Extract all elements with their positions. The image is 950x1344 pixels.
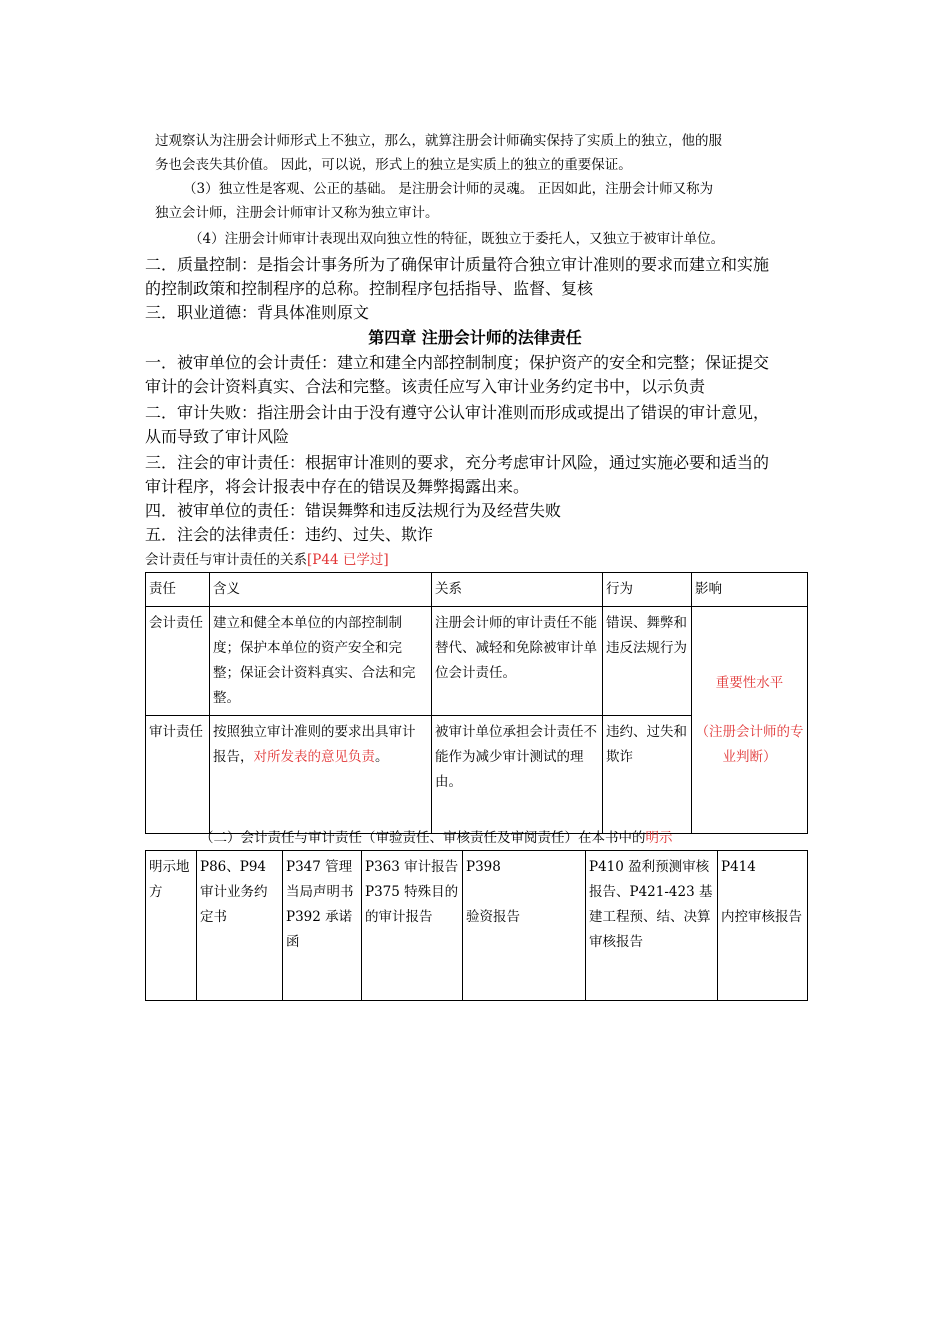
chapter-title: 第四章 注册会计师的法律责任 <box>368 328 582 347</box>
table2-caption-text: （二）会计责任与审计责任（审验责任、审核责任及审阅责任）在本书中的 <box>200 830 646 846</box>
table-cell: 错误、舞弊和违反法规行为 <box>603 607 692 716</box>
header-cell: 含义 <box>210 573 432 607</box>
influence-text: 重要性水平 <box>715 674 784 691</box>
influence-text: （注册会计师的专业判断） <box>695 723 804 765</box>
chapter-item: 五．注会的法律责任：违约、过失、欺诈 <box>145 525 434 544</box>
chapter-item: 三．注会的审计责任：根据审计准则的要求，充分考虑审计风险，通过实施必要和适当的 <box>145 453 770 472</box>
cell-text: 。 <box>375 749 389 765</box>
cell-text: P414 <box>721 859 756 875</box>
table1-caption-text: 会计责任与审计责任的关系 <box>145 552 307 568</box>
chapter-item: 四．被审单位的责任：错误舞弊和违反法规行为及经营失败 <box>145 501 562 520</box>
influence-cell <box>692 607 808 834</box>
table-cell: P410 盈利预测审核报告、P421-423 基建工程预、结、决算审核报告 <box>586 851 718 1001</box>
section-line: 三．职业道德：背具体准则原文 <box>145 303 370 322</box>
table1-caption <box>145 548 389 572</box>
header-cell: 责任 <box>146 573 210 607</box>
table-cell: P86、P94 审计业务约定书 <box>197 851 283 1001</box>
table-cell: P363 审计报告 P375 特殊目的的审计报告 <box>362 851 463 1001</box>
chapter-item: 审计程序，将会计报表中存在的错误及舞弊揭露出来。 <box>145 477 530 496</box>
table-cell <box>718 851 808 1001</box>
cell-text: 按照独立审计准则的要求出具审计报告， <box>213 724 416 765</box>
table-cell: 会计责任 <box>146 607 210 716</box>
paragraph-line: （3）独立性是客观、公正的基础。 是注册会计师的灵魂。 正因如此，注册会计师又称为 <box>183 181 714 197</box>
table-cell <box>463 851 586 1001</box>
table-cell: 明示地方 <box>146 851 197 1001</box>
chapter-item: 二．审计失败：指注册会计由于没有遵守公认审计准则而形成或提出了错误的审计意见， <box>145 403 770 422</box>
cell-text: 内控审核报告 <box>721 909 802 925</box>
section-line: 的控制政策和控制程序的总称。控制程序包括指导、监督、复核 <box>145 279 594 298</box>
table-cell: P347 管理当局声明书 P392 承诺函 <box>283 851 362 1001</box>
header-cell: 行为 <box>603 573 692 607</box>
table-cell: 注册会计师的审计责任不能替代、减轻和免除被审计单位会计责任。 <box>432 607 603 716</box>
cell-text: 验资报告 <box>466 909 520 925</box>
table-cell: 审计责任 <box>146 716 210 834</box>
table1-caption-note: [P44 已学过] <box>307 552 389 568</box>
paragraph-line: 过观察认为注册会计师形式上不独立，那么，就算注册会计师确实保持了实质上的独立，他的服 <box>155 133 722 149</box>
header-cell: 关系 <box>432 573 603 607</box>
paragraph-line: 独立会计师，注册会计师审计又称为独立审计。 <box>155 205 439 221</box>
table2-caption-note: 明示 <box>645 830 673 846</box>
responsibility-table <box>145 572 808 834</box>
section-line: 二．质量控制：是指会计事务所为了确保审计质量符合独立审计准则的要求而建立和实施 <box>145 255 770 274</box>
table-cell: 违约、过失和欺诈 <box>603 716 692 834</box>
table-cell: 被审计单位承担会计责任不能作为减少审计测试的理由。 <box>432 716 603 834</box>
table2-caption <box>200 826 673 850</box>
table-cell: 建立和健全本单位的内部控制制度；保护本单位的资产安全和完整；保证会计资料真实、合法和完整。 <box>210 607 432 716</box>
header-cell: 影响 <box>692 573 808 607</box>
chapter-item: 审计的会计资料真实、合法和完整。该责任应写入审计业务约定书中，以示负责 <box>145 377 706 396</box>
cell-text-highlight: 对所发表的意见负责 <box>253 749 375 765</box>
chapter-item: 从而导致了审计风险 <box>145 427 290 446</box>
disclosure-table <box>145 850 808 1001</box>
table-cell <box>210 716 432 834</box>
paragraph-line: （4）注册会计师审计表现出双向独立性的特征，既独立于委托人，又独立于被审计单位。 <box>189 231 725 247</box>
cell-text: P398 <box>466 859 501 875</box>
chapter-item: 一．被审单位的会计责任：建立和建全内部控制制度；保护资产的安全和完整；保证提交 <box>145 353 770 372</box>
paragraph-line: 务也会丧失其价值。 因此，可以说，形式上的独立是实质上的独立的重要保证。 <box>155 157 632 173</box>
